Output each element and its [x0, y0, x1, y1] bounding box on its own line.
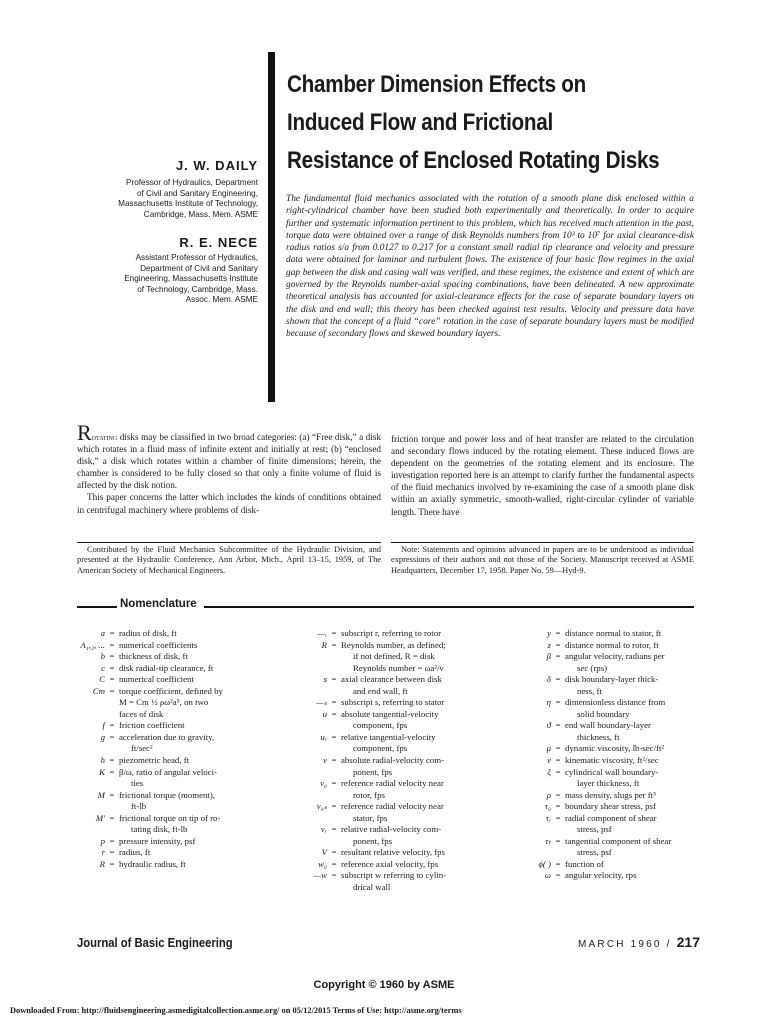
nomenclature-entry	[54, 847, 304, 859]
title-line: Chamber Dimension Effects on	[287, 71, 586, 98]
nomenclature-entry	[500, 859, 700, 871]
definition-line: distance normal to stator, ft	[565, 628, 662, 638]
equals-sign: =	[109, 685, 115, 696]
nomenclature-symbol: C	[99, 674, 105, 685]
nomenclature-symbol: r	[101, 847, 105, 858]
nomenclature-entry	[276, 697, 496, 709]
nomenclature-symbol: ϕ( )	[538, 858, 551, 869]
definition-line: subscript s, referring to stator	[341, 697, 445, 708]
nomenclature-rule-left	[77, 606, 117, 608]
nomenclature-definition	[341, 870, 496, 893]
nomenclature-definition	[341, 628, 496, 640]
nomenclature-column-1	[54, 628, 304, 870]
equals-sign: =	[109, 755, 115, 766]
nomenclature-entry	[500, 640, 700, 652]
equals-sign: =	[555, 755, 561, 766]
equals-sign: =	[109, 674, 115, 685]
equals-sign: =	[331, 801, 337, 812]
nomenclature-entry	[500, 628, 700, 640]
definition-line: Reynolds number = ωa²/ν	[353, 662, 444, 673]
equals-sign: =	[109, 847, 115, 858]
nomenclature-symbol: ϑ	[546, 720, 551, 731]
body-column-right: friction torque and power loss and of heat transfer are related to the circulation and secondary flows induced by the rotating element. These induced flows are dependent on the geometries of the rotating element and its enclosure. The investigation reported here is an attempt to clarify further the fundamental aspects of the fluid mechanics involved by re-examining the case of a smooth plane disk within an axially symmetric, smooth-walled, right-circular cylinder of variable length. There have	[391, 434, 694, 517]
nomenclature-definition	[565, 836, 700, 859]
author-affiliation	[98, 253, 258, 306]
nomenclature-definition	[565, 697, 700, 720]
equals-sign: =	[109, 639, 115, 650]
equals-sign: =	[331, 824, 337, 835]
nomenclature-symbol: M′	[95, 812, 105, 823]
author-name: R. E. NECE	[179, 235, 258, 250]
nomenclature-entry	[500, 813, 700, 836]
nomenclature-entry	[276, 870, 496, 893]
nomenclature-definition	[341, 824, 496, 847]
nomenclature-definition	[565, 651, 700, 674]
definition-line: reference radial velocity near	[341, 778, 444, 789]
author-name: J. W. DAILY	[175, 158, 258, 173]
issue-page	[578, 934, 700, 950]
nomenclature-entry	[54, 813, 304, 836]
definition-line: disk radial-tip clearance, ft	[119, 662, 214, 673]
footnote-left: Contributed by the Fluid Mechanics Subcommittee of the Hydraulic Division, and presented at the Hydraulic Conference, Ann Arbor, Mich., April 13–15, 1959, of The American Society of Mechanical Engineers.	[77, 545, 381, 575]
definition-line: component, fps	[353, 720, 408, 731]
definition-line: angular velocity, rps	[565, 870, 637, 881]
nomenclature-definition	[565, 870, 700, 882]
nomenclature-entry	[276, 755, 496, 778]
definition-line: stress, psf	[577, 847, 612, 858]
nomenclature-definition	[341, 859, 496, 871]
affiliation-line: of Technology, Cambridge, Mass.	[137, 284, 258, 294]
affiliation-line: Massachusetts Institute of Technology,	[118, 199, 258, 209]
nomenclature-definition	[565, 743, 700, 755]
drop-cap: R	[77, 420, 92, 445]
nomenclature-entry	[276, 674, 496, 697]
definition-line: absolute radial-velocity com-	[341, 755, 445, 766]
footnote-rule	[77, 542, 381, 543]
nomenclature-heading: Nomenclature	[120, 598, 197, 610]
nomenclature-symbol: τₜ	[545, 835, 551, 846]
nomenclature-symbol: η	[546, 697, 551, 708]
definition-line: kinematic viscosity, ft²/sec	[565, 755, 659, 766]
nomenclature-entry	[500, 767, 700, 790]
nomenclature-symbol: u	[322, 708, 327, 719]
equals-sign: =	[331, 674, 337, 685]
equals-sign: =	[109, 812, 115, 823]
nomenclature-definition	[341, 709, 496, 732]
body-column-left	[77, 420, 381, 516]
abstract: The fundamental fluid mechanics associated with the rotation of a smooth plane disk enclosed within a right-cylindrical chamber have been studied both experimentally and theoretically. In order to acquire further and systematic information pertinent to this problem, which has received much attention in the past, torque data were obtained over a range of disk Reynolds numbers from 10³ to 10⁷ for axial clearance-disk radius ratios s/a from 0.0127 to 0.217 for a constant small radial tip clearance and velocity and pressure data were obtained for laminar and turbulent flows. The existence of four basic flow regimes in the axial gap between the disk and casing wall was verified, and these regimes, the existence and extent of which are governed by the Reynolds number-axial spacing combinations, have been delineated. A new approximate theoretical analysis has accounted for axial-clearance effects for the case of separate boundary layers on the disk and end wall; this theory has been checked against test results. Velocity and pressure data have shown that the concept of a fluid “core” rotation in the case of separate boundary layers must be modified because of secondary flows and skewed boundary layers.	[286, 194, 694, 340]
definition-line: distance normal to rotor, ft	[565, 639, 659, 650]
definition-line: solid boundary	[577, 708, 630, 719]
nomenclature-entry	[276, 778, 496, 801]
definition-line: drical wall	[353, 882, 391, 893]
nomenclature-entry	[54, 836, 304, 848]
nomenclature-entry	[276, 801, 496, 824]
nomenclature-entry	[54, 720, 304, 732]
definition-line: radial component of shear	[565, 812, 657, 823]
nomenclature-definition	[565, 628, 700, 640]
equals-sign: =	[331, 697, 337, 708]
definition-line: reference radial velocity near	[341, 801, 444, 812]
affiliation-line: of Civil and Sanitary Engineering,	[136, 188, 258, 198]
definition-line: dynamic viscosity, lb-sec/ft²	[565, 743, 665, 754]
equals-sign: =	[331, 870, 337, 881]
nomenclature-entry	[54, 859, 304, 871]
nomenclature-definition	[565, 859, 700, 871]
definition-line: β/ω, ratio of angular veloci-	[119, 766, 217, 777]
nomenclature-definition	[565, 801, 700, 813]
issue-date: MARCH 1960 /	[578, 939, 672, 950]
nomenclature-definition	[341, 697, 496, 709]
nomenclature-symbol: v	[323, 755, 327, 766]
definition-line: resultant relative velocity, fps	[341, 847, 445, 858]
equals-sign: =	[109, 662, 115, 673]
nomenclature-entry	[54, 651, 304, 663]
equals-sign: =	[555, 651, 561, 662]
author-affiliation	[98, 178, 258, 220]
equals-sign: =	[109, 720, 115, 731]
definition-line: thickness of disk, ft	[119, 651, 188, 662]
nomenclature-symbol: M	[97, 789, 105, 800]
definition-line: M = Cm ½ ρω²a⁵, on two	[119, 697, 209, 708]
equals-sign: =	[555, 812, 561, 823]
nomenclature-entry	[54, 640, 304, 652]
equals-sign: =	[109, 731, 115, 742]
equals-sign: =	[109, 651, 115, 662]
nomenclature-symbol: vᵣ	[320, 824, 327, 835]
nomenclature-column-3	[500, 628, 700, 882]
nomenclature-definition	[341, 732, 496, 755]
equals-sign: =	[331, 778, 337, 789]
nomenclature-entry	[54, 767, 304, 790]
equals-sign: =	[555, 870, 561, 881]
definition-line: function of	[565, 858, 604, 869]
nomenclature-symbol: ξ	[547, 766, 551, 777]
equals-sign: =	[109, 835, 115, 846]
equals-sign: =	[555, 858, 561, 869]
nomenclature-symbol: δ	[546, 674, 551, 685]
nomenclature-symbol: y	[547, 628, 551, 638]
definition-line: sec (rps)	[577, 662, 608, 673]
definition-line: if not defined, R = disk	[353, 651, 435, 662]
nomenclature-column-2	[276, 628, 496, 894]
nomenclature-symbol: R	[99, 858, 105, 869]
nomenclature-definition	[565, 755, 700, 767]
nomenclature-definition	[565, 674, 700, 697]
title-vertical-rule	[268, 52, 275, 402]
equals-sign: =	[331, 731, 337, 742]
equals-sign: =	[555, 639, 561, 650]
affiliation-line: Engineering, Massachusetts Institute	[124, 274, 258, 284]
nomenclature-definition	[341, 778, 496, 801]
nomenclature-symbol: V	[321, 847, 327, 858]
definition-line: dimensionless distance from	[565, 697, 666, 708]
equals-sign: =	[109, 766, 115, 777]
definition-line: absolute tangential-velocity	[341, 708, 439, 719]
paper-title	[287, 66, 691, 180]
nomenclature-entry	[54, 732, 304, 755]
definition-line: layer thickness, ft	[577, 778, 640, 789]
nomenclature-symbol: c	[101, 662, 105, 673]
nomenclature-definition	[341, 755, 496, 778]
nomenclature-entry	[500, 836, 700, 859]
copyright-notice: Copyright © 1960 by ASME	[313, 979, 455, 991]
affiliation-line: Professor of Hydraulics, Department	[126, 178, 258, 187]
definition-line: piezometric head, ft	[119, 755, 190, 766]
equals-sign: =	[109, 858, 115, 869]
nomenclature-symbol: A₁,₂, ...	[80, 639, 105, 650]
nomenclature-definition	[341, 674, 496, 697]
definition-line: mass density, slugs per ft³	[565, 789, 656, 800]
nomenclature-symbol: ρ	[546, 789, 551, 800]
definition-line: hydraulic radius, ft	[119, 858, 186, 869]
nomenclature-entry	[276, 628, 496, 640]
equals-sign: =	[331, 755, 337, 766]
definition-line: tating disk, ft-lb	[131, 824, 188, 835]
footnote-right: Note: Statements and opinions advanced in papers are to be understood as individual expressions of their authors and not those of the Society. Manuscript received at ASME Headquarters, December 17, 1958. Paper No. 59—Hyd-9.	[391, 545, 694, 575]
nomenclature-entry	[500, 743, 700, 755]
nomenclature-symbol: p	[100, 835, 105, 846]
equals-sign: =	[555, 720, 561, 731]
definition-line: rotor, fps	[353, 789, 385, 800]
nomenclature-symbol: τᵣ	[545, 812, 551, 823]
definition-line: tangential component of shear	[565, 835, 672, 846]
nomenclature-entry	[500, 870, 700, 882]
equals-sign: =	[331, 628, 337, 638]
title-line: Induced Flow and Frictional	[287, 109, 553, 136]
equals-sign: =	[555, 674, 561, 685]
equals-sign: =	[555, 766, 561, 777]
nomenclature-symbol: ω	[544, 870, 551, 881]
definition-line: ft/sec²	[131, 743, 153, 754]
nomenclature-symbol: w₀	[318, 858, 327, 869]
nomenclature-entry	[500, 801, 700, 813]
equals-sign: =	[555, 743, 561, 754]
nomenclature-entry	[500, 697, 700, 720]
equals-sign: =	[331, 708, 337, 719]
nomenclature-symbol: s	[323, 674, 327, 685]
definition-line: cylindrical wall boundary-	[565, 766, 659, 777]
definition-line: disk boundary-layer thick-	[565, 674, 659, 685]
nomenclature-definition	[341, 801, 496, 824]
paragraph-text: disks may be classified in two broad categories: (a) “Free disk,” a disk which rotates in a fluid mass of infinite extent and initially at rest; (b) “enclosed disk,” a disk which rotates within a chamber of finite dimensions; herein, the chamber is considered to be fully closed so that only a finite volume of fluid is affected by the disk notion.	[77, 432, 381, 491]
title-line: Resistance of Enclosed Rotating Disks	[287, 147, 660, 174]
definition-line: frictional torque on tip of ro-	[119, 812, 221, 823]
equals-sign: =	[555, 628, 561, 638]
definition-line: numerical coefficients	[119, 639, 198, 650]
nomenclature-entry	[54, 686, 304, 698]
nomenclature-entry	[276, 732, 496, 755]
definition-line: radius, ft	[119, 847, 151, 858]
nomenclature-entry	[500, 790, 700, 802]
nomenclature-symbol: a	[100, 628, 105, 638]
nomenclature-entry	[54, 697, 304, 709]
nomenclature-definition	[565, 790, 700, 802]
nomenclature-symbol: v₀	[320, 778, 327, 789]
definition-line: boundary shear stress, psf	[565, 801, 656, 812]
nomenclature-symbol: Cm	[92, 685, 105, 696]
nomenclature-symbol: —w	[313, 870, 327, 881]
nomenclature-symbol: g	[100, 731, 105, 742]
nomenclature-symbol: R	[321, 639, 327, 650]
definition-line: stress, psf	[577, 824, 612, 835]
definition-line: ness, ft	[577, 685, 602, 696]
nomenclature-definition	[341, 640, 496, 675]
nomenclature-definition	[565, 813, 700, 836]
definition-line: radius of disk, ft	[119, 628, 177, 638]
equals-sign: =	[555, 835, 561, 846]
nomenclature-symbol: ν	[547, 755, 551, 766]
page-number: 217	[676, 934, 700, 950]
nomenclature-symbol: z	[547, 639, 551, 650]
journal-name: Journal of Basic Engineering	[77, 936, 233, 950]
definition-line: ft-lb	[131, 801, 147, 812]
nomenclature-symbol: b	[100, 651, 105, 662]
definition-line: ponent, fps	[353, 835, 393, 846]
definition-line: pressure intensity, psf	[119, 835, 196, 846]
definition-line: faces of disk	[119, 708, 164, 719]
affiliation-line: Department of Civil and Sanitary	[140, 263, 258, 273]
definition-line: acceleration due to gravity,	[119, 731, 215, 742]
affiliation-line: Cambridge, Mass. Mem. ASME	[143, 209, 258, 219]
nomenclature-symbol: β	[546, 651, 551, 662]
nomenclature-entry	[276, 847, 496, 859]
nomenclature-entry	[54, 674, 304, 686]
nomenclature-entry	[54, 663, 304, 675]
definition-line: component, fps	[353, 743, 408, 754]
body-paragraph: This paper concerns the latter which includes the kinds of conditions obtained in centrifugal machinery where problems of disk-	[77, 492, 381, 515]
nomenclature-entry	[500, 720, 700, 743]
nomenclature-definition	[565, 720, 700, 743]
definition-line: subscript r, referring to rotor	[341, 628, 442, 638]
nomenclature-entry	[54, 755, 304, 767]
nomenclature-symbol: K	[99, 766, 105, 777]
definition-line: relative tangential-velocity	[341, 731, 436, 742]
definition-line: torque coefficient, defined by	[119, 685, 223, 696]
nomenclature-symbol: f	[102, 720, 105, 731]
nomenclature-symbol: uᵣ	[320, 731, 327, 742]
definition-line: and end wall, ft	[353, 685, 408, 696]
definition-line: relative radial-velocity com-	[341, 824, 442, 835]
nomenclature-entry	[500, 674, 700, 697]
nomenclature-entry	[500, 651, 700, 674]
definition-line: friction coefficient	[119, 720, 185, 731]
definition-line: frictional torque (moment),	[119, 789, 216, 800]
nomenclature-definition	[565, 767, 700, 790]
nomenclature-symbol: h	[100, 755, 105, 766]
nomenclature-entry	[54, 790, 304, 813]
equals-sign: =	[555, 697, 561, 708]
lead-word: otating	[91, 432, 118, 442]
definition-line: axial clearance between disk	[341, 674, 442, 685]
nomenclature-symbol: τ₀	[544, 801, 551, 812]
definition-line: stator, fps	[353, 812, 388, 823]
nomenclature-entry	[276, 824, 496, 847]
footnote-rule	[391, 542, 694, 543]
definition-line: ties	[131, 778, 144, 789]
definition-line: numerical coefficient	[119, 674, 194, 685]
nomenclature-entry	[54, 709, 304, 721]
affiliation-line: Assoc. Mem. ASME	[185, 295, 258, 305]
nomenclature-symbol: v₀ₛ	[316, 801, 327, 812]
nomenclature-entry	[54, 628, 304, 640]
download-notice: Downloaded From: http://fluidsengineering.asmedigitalcollection.asme.org/ on 05/12/2015 Terms of Use: http://asme.org/terms	[10, 1006, 462, 1015]
definition-line: subscript w referring to cylin-	[341, 870, 447, 881]
nomenclature-entry	[276, 709, 496, 732]
nomenclature-symbol: μ	[546, 743, 551, 754]
body-paragraph	[77, 420, 381, 491]
definition-line: end wall boundary-layer	[565, 720, 651, 731]
nomenclature-definition	[341, 847, 496, 859]
equals-sign: =	[331, 847, 337, 858]
nomenclature-symbol: —ₛ	[315, 697, 327, 708]
affiliation-line: Assistant Professor of Hydraulics,	[135, 253, 258, 262]
definition-line: angular velocity, radians per	[565, 651, 665, 662]
equals-sign: =	[555, 801, 561, 812]
definition-line: thickness, ft	[577, 731, 620, 742]
equals-sign: =	[331, 639, 337, 650]
equals-sign: =	[109, 628, 115, 638]
equals-sign: =	[555, 789, 561, 800]
definition-line: Reynolds number, as defined;	[341, 639, 446, 650]
nomenclature-definition	[565, 640, 700, 652]
equals-sign: =	[331, 858, 337, 869]
nomenclature-entry	[276, 859, 496, 871]
definition-line: ponent, fps	[353, 766, 393, 777]
nomenclature-rule-right	[204, 606, 694, 608]
nomenclature-symbol: —ᵣ	[317, 628, 327, 638]
equals-sign: =	[109, 789, 115, 800]
nomenclature-entry	[500, 755, 700, 767]
definition-line: reference axial velocity, fps	[341, 858, 439, 869]
nomenclature-entry	[276, 640, 496, 675]
